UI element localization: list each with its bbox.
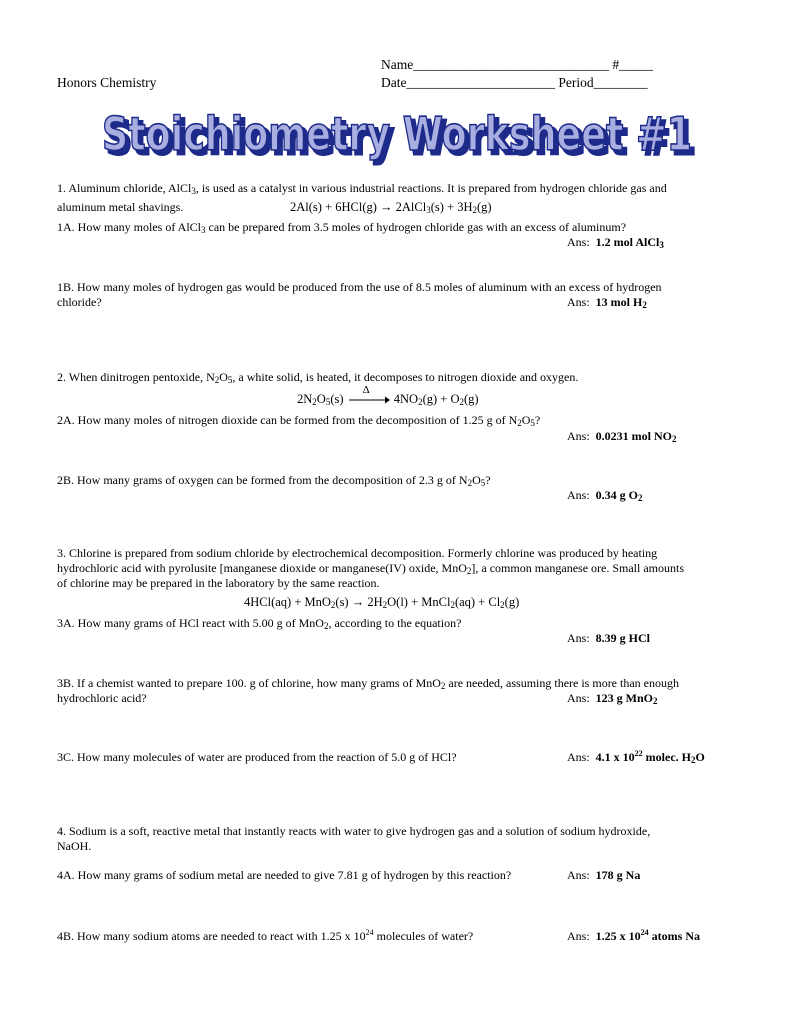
q2a-question: 2A. How many moles of nitrogen dioxide can be formed from the decomposition of 1.25 g of $N_2O_5$? bbox=[57, 413, 541, 428]
q3a-answer: Ans: 8.39 g HCl bbox=[567, 631, 651, 645]
course-name: Honors Chemistry bbox=[57, 75, 157, 90]
q3b-question-line1: 3B. If a chemist wanted to prepare 100. g of chlorine, how many grams of MnO$_2$ are needed, assuming there is more than enough bbox=[57, 676, 679, 691]
q1b-question-line1: 1B. How many moles of hydrogen gas would be produced from the use of 8.5 moles of aluminum with an excess of hydrogen bbox=[57, 280, 662, 294]
worksheet-title-art bbox=[96, 104, 700, 166]
q4a-question: 4A. How many grams of sodium metal are needed to give 7.81 g of hydrogen by this reaction? bbox=[57, 868, 512, 882]
q4b-answer: Ans: 1.25 x $10^{24}$ atoms Na bbox=[567, 928, 700, 943]
date-period-field-label: Date______________________ Period________ bbox=[381, 75, 648, 90]
reaction-arrow-icon bbox=[347, 393, 391, 407]
q3b-question-line2: hydrochloric acid? bbox=[57, 691, 147, 705]
q3-intro-line1: 3. Chlorine is prepared from sodium chloride by electrochemical decomposition. Formerly chlorine was produced by heating bbox=[57, 546, 658, 560]
q1a-answer: Ans: 1.2 mol AlCl$_3$ bbox=[567, 235, 664, 250]
q4b-question: 4B. How many sodium atoms are needed to react with 1.25 x $10^{24}$ molecules of water? bbox=[57, 928, 474, 943]
q1a-question: 1A. How many moles of AlCl$_3$ can be prepared from 3.5 moles of hydrogen chloride gas with an excess of aluminum? bbox=[57, 220, 627, 235]
q4-intro-line1: 4. Sodium is a soft, reactive metal that instantly reacts with water to give hydrogen gas and a solution of sodium hydroxide, bbox=[57, 824, 651, 838]
q3-intro-line3: of chlorine may be prepared in the laboratory by the same reaction. bbox=[57, 576, 380, 590]
q3c-question: 3C. How many molecules of water are produced from the reaction of 5.0 g of HCl? bbox=[57, 750, 457, 764]
worksheet-title bbox=[96, 104, 700, 166]
q3-equation: $4HCl(aq) + MnO_2(s) \to 2H_2O(l)$ + MnCl$_2$(aq) + $Cl_2(g)$ bbox=[244, 595, 520, 610]
q3a-question: 3A. How many grams of HCl react with 5.00 g of MnO$_2$, according to the equation? bbox=[57, 616, 462, 631]
q1-intro-line2: aluminum metal shavings. bbox=[57, 200, 184, 214]
q1b-question-line2: chloride? bbox=[57, 295, 102, 309]
svg-text:Stoichiometry Worksheet #1: Stoichiometry Worksheet #1 bbox=[102, 107, 692, 161]
q1-intro-line1: 1. Aluminum chloride, AlCl$_3$, is used as a catalyst in various industrial reactions. It is prepared from hydrogen chloride gas and bbox=[57, 181, 667, 196]
q2b-answer: Ans: 0.34 g $O_2$ bbox=[567, 488, 643, 503]
q2a-answer: Ans: 0.0231 mol $NO_2$ bbox=[567, 429, 677, 444]
q2b-question: 2B. How many grams of oxygen can be formed from the decomposition of 2.3 g of $N_2O_5$? bbox=[57, 473, 491, 488]
q1b-answer: Ans: 13 mol $H_2$ bbox=[567, 295, 647, 310]
svg-text:Stoichiometry Worksheet #1: Stoichiometry Worksheet #1 bbox=[106, 111, 696, 165]
q4-intro-line2: NaOH. bbox=[57, 839, 92, 853]
heat-arrow bbox=[347, 384, 391, 407]
heat-delta-symbol: Δ bbox=[362, 384, 370, 397]
name-field-label: Name_____________________________ #_____ bbox=[381, 57, 653, 72]
q3-intro-line2: hydrochloric acid with pyrolusite [manganese dioxide or manganese(IV) oxide, MnO$_2$], a common manganese ore. Small amounts bbox=[57, 561, 685, 576]
q3c-answer: Ans: 4.1 x $10^{22}$ molec. $H_2O$ bbox=[567, 749, 705, 765]
q1-equation: 2Al(s) + 6HCl(g) → 2AlCl$_3$(s) + $3H_2(g)$ bbox=[290, 200, 492, 215]
q4a-answer: Ans: 178 g Na bbox=[567, 868, 641, 882]
q3b-answer: Ans: 123 g MnO$_2$ bbox=[567, 691, 658, 706]
q2-intro: 2. When dinitrogen pentoxide, $N_2O_5$, a white solid, is heated, it decomposes to nitrogen dioxide and oxygen. bbox=[57, 370, 579, 385]
q2-equation: $2N_2O_5(s)$ Δ $4NO_2(g) + O_2(g)$ bbox=[297, 384, 479, 407]
